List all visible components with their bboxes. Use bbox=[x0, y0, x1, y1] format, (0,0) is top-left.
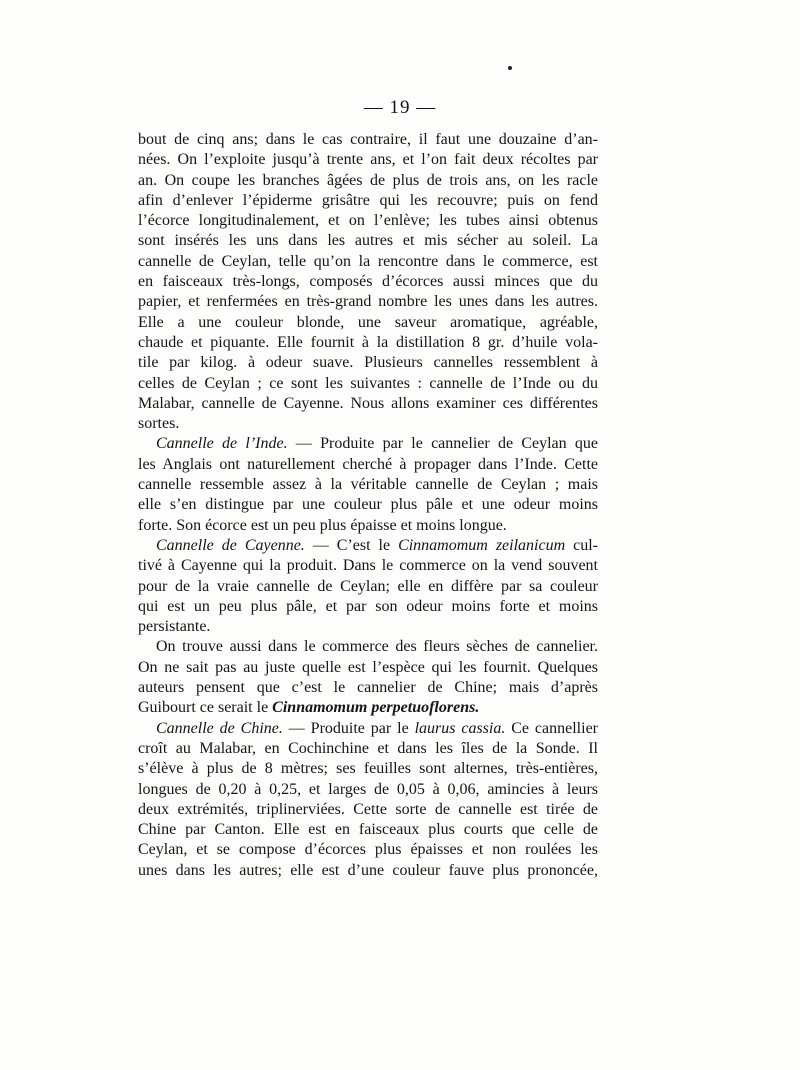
text-line bbox=[138, 374, 598, 394]
text-run: Elle a une couleur blonde, une saveur aromatique, agréable, bbox=[138, 313, 598, 331]
text-run: sont insérés les uns dans les autres et mis sécher au soleil. La bbox=[138, 232, 598, 250]
text-run: forte. Son écorce est un peu plus épaisse et moins longue. bbox=[138, 516, 507, 534]
text-line bbox=[138, 211, 598, 231]
text-line bbox=[138, 861, 598, 881]
text-run: en faisceaux très-longs, composés d’écorces aussi minces que du bbox=[138, 273, 598, 291]
text-run: On ne sait pas au juste quelle est l’espèce qui les fournit. Quelques bbox=[138, 658, 598, 676]
text-run: Malabar, cannelle de Cayenne. Nous allons examiner ces différentes bbox=[138, 394, 598, 412]
text-line bbox=[138, 820, 598, 840]
text-line bbox=[138, 536, 598, 556]
text-line bbox=[138, 597, 598, 617]
text-line bbox=[138, 231, 598, 251]
text-line bbox=[138, 719, 598, 739]
text-line bbox=[138, 434, 598, 454]
text-line bbox=[138, 698, 598, 718]
text-run: Ceylan, et se compose d’écorces plus épaisses et non roulées les bbox=[138, 841, 598, 859]
text-run: pour de la vraie cannelle de Ceylan; elle en diffère par sa couleur bbox=[138, 577, 598, 595]
text-line bbox=[138, 171, 598, 191]
text-line bbox=[138, 475, 598, 495]
text-run: tile par kilog. à odeur suave. Plusieurs cannelles ressemblent à bbox=[138, 354, 598, 372]
italic-term: Cinnamomum zeilanicum bbox=[398, 536, 566, 554]
text-run: chaude et piquante. Elle fournit à la distillation 8 gr. d’huile vola- bbox=[138, 333, 598, 351]
text-line bbox=[138, 577, 598, 597]
text-line bbox=[138, 840, 598, 860]
italic-term: Cannelle de Chine. bbox=[156, 719, 283, 737]
text-line bbox=[138, 252, 598, 272]
text-line bbox=[138, 678, 598, 698]
text-run: an. On coupe les branches âgées de plus de trois ans, on les racle bbox=[138, 171, 598, 189]
text-line bbox=[138, 617, 598, 637]
text-line bbox=[138, 780, 598, 800]
text-run: l’écorce longitudinalement, et on l’enlève; les tubes ainsi obtenus bbox=[138, 212, 598, 230]
text-run: afin d’enlever l’épiderme grisâtre qui les recouvre; puis on fend bbox=[138, 191, 598, 209]
text-run: s’élève à plus de 8 mètres; ses feuilles sont alternes, très-entières, bbox=[138, 760, 598, 778]
text-run: cul- bbox=[565, 536, 598, 554]
text-run: auteurs pensent que c’est le cannelier de Chine; mais d’après bbox=[138, 679, 598, 697]
page-number: — 19 — bbox=[363, 97, 437, 118]
text-run: deux extrémités, triplinerviées. Cette sorte de cannelle est tirée de bbox=[138, 800, 598, 818]
text-line bbox=[138, 394, 598, 414]
text-line bbox=[138, 759, 598, 779]
text-run: Chine par Canton. Elle est en faisceaux plus courts que celle de bbox=[138, 821, 598, 839]
text-run: — Produite par le bbox=[282, 719, 415, 737]
text-line bbox=[138, 516, 598, 536]
text-line bbox=[138, 800, 598, 820]
text-run: qui est un peu plus pâle, et par son odeur moins forte et moins bbox=[138, 597, 598, 615]
text-run: bout de cinq ans; dans le cas contraire, il faut une douzaine d’an- bbox=[138, 131, 598, 148]
text-run: On trouve aussi dans le commerce des fleurs sèches de cannelier. bbox=[156, 638, 598, 656]
text-run: Guibourt ce serait le bbox=[138, 699, 273, 717]
text-run: elle s’en distingue par une couleur plus pâle et une odeur moins bbox=[138, 496, 598, 514]
ink-speck bbox=[508, 66, 512, 70]
text-run: longues de 0,20 à 0,25, et larges de 0,05 à 0,06, amincies à leurs bbox=[138, 780, 598, 798]
text-line bbox=[138, 739, 598, 759]
text-line bbox=[138, 313, 598, 333]
italic-term: laurus cassia. bbox=[414, 719, 506, 737]
text-run: celles de Ceylan ; ce sont les suivantes : cannelle de l’Inde ou du bbox=[138, 374, 598, 392]
text-line bbox=[138, 353, 598, 373]
text-line bbox=[138, 333, 598, 353]
text-run: tivé à Cayenne qui la produit. Dans le commerce on la vend souvent bbox=[138, 557, 598, 575]
text-run: — Produite par le cannelier de Ceylan que bbox=[287, 435, 598, 453]
text-run: papier, et renfermées en très-grand nombre les unes dans les autres. bbox=[138, 293, 598, 311]
text-run: unes dans les autres; elle est d’une couleur fauve plus prononcée, bbox=[138, 861, 598, 879]
text-line bbox=[138, 637, 598, 657]
text-run: Ce cannellier bbox=[505, 719, 598, 737]
text-line bbox=[138, 272, 598, 292]
text-line bbox=[138, 292, 598, 312]
text-line bbox=[138, 414, 598, 434]
text-run: persistante. bbox=[138, 618, 211, 636]
text-line bbox=[138, 191, 598, 211]
text-run: sortes. bbox=[138, 415, 180, 433]
text-run: nées. On l’exploite jusqu’à trente ans, et l’on fait deux récoltes par bbox=[138, 151, 598, 169]
italic-term: Cannelle de Cayenne. bbox=[156, 536, 305, 554]
text-run: cannelle de Ceylan, telle qu’on la rencontre dans le commerce, est bbox=[138, 252, 598, 270]
italic-term: Cannelle de l’Inde. bbox=[156, 435, 288, 453]
body-text bbox=[138, 130, 598, 881]
text-line bbox=[138, 455, 598, 475]
text-line bbox=[138, 658, 598, 678]
italic-term: Cinnamomum perpetuoflorens. bbox=[272, 699, 480, 717]
text-run: — C’est le bbox=[304, 536, 399, 554]
text-run: les Anglais ont naturellement cherché à propager dans l’Inde. Cette bbox=[138, 455, 598, 473]
text-run: cannelle ressemble assez à la véritable cannelle de Ceylan ; mais bbox=[138, 476, 598, 494]
text-run: croît au Malabar, en Cochinchine et dans les îles de la Sonde. Il bbox=[138, 739, 598, 757]
text-line bbox=[138, 556, 598, 576]
text-line bbox=[138, 130, 598, 150]
text-line bbox=[138, 495, 598, 515]
text-line bbox=[138, 150, 598, 170]
